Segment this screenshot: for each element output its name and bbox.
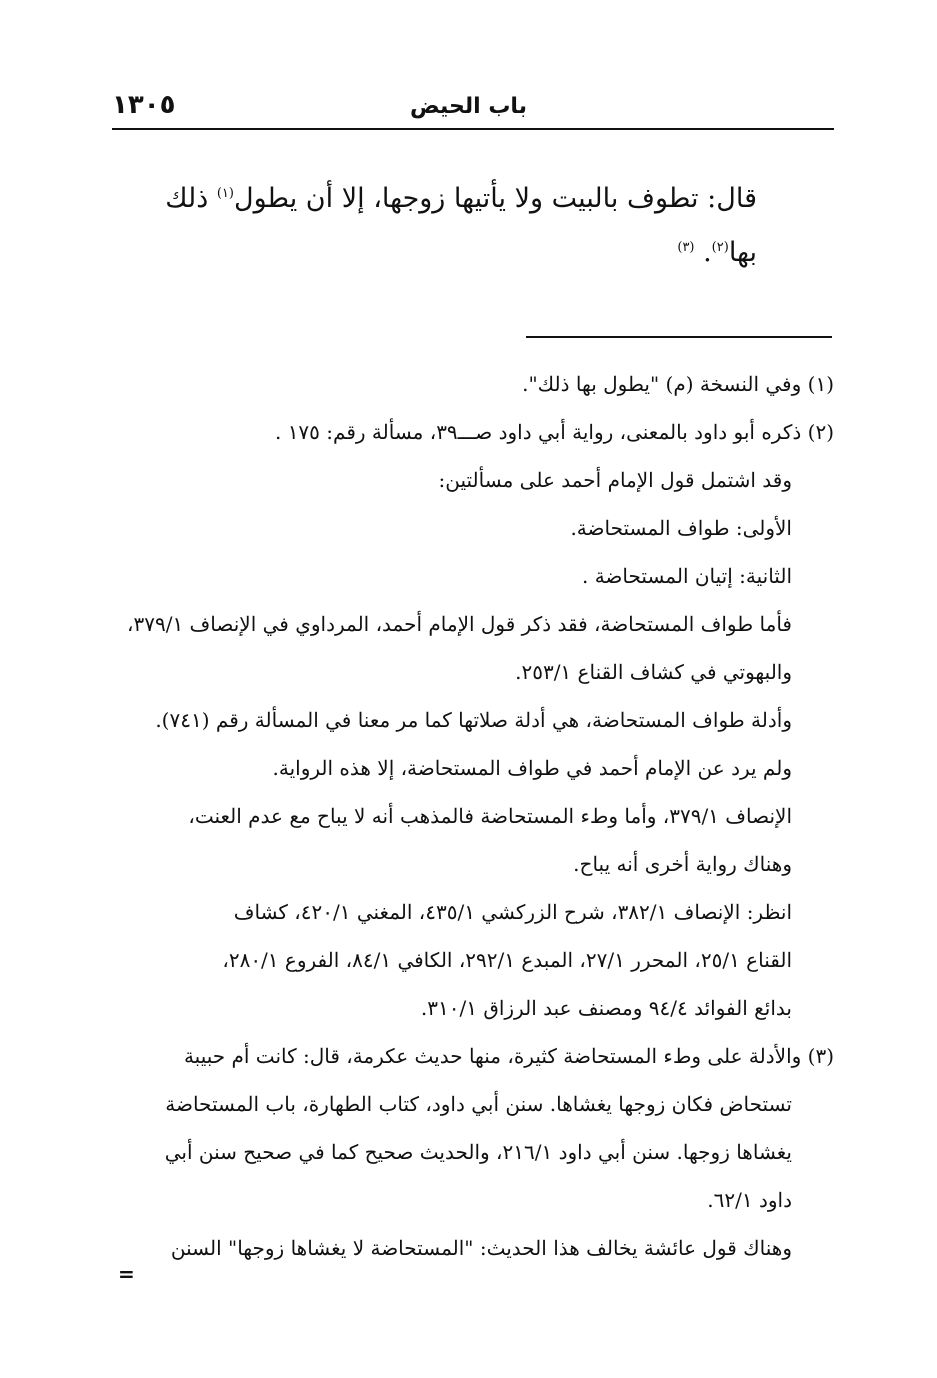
main-line-1 [112, 172, 757, 226]
footnote-2-line: فأما طواف المستحاضة، فقد ذكر قول الإمام أحمد، المرداوي في الإنصاف ٣٧٩/١، [127, 612, 792, 636]
header-rule [112, 128, 834, 130]
footnote-2-line: ولم يرد عن الإمام أحمد في طواف المستحاضة، إلا هذه الرواية. [272, 756, 792, 780]
main-line-1-text: قال: تطوف بالبيت ولا يأتيها زوجها، إلا أن يطول [233, 183, 757, 214]
footnote-ref-2[interactable]: (٢) [711, 240, 729, 255]
continuation-mark: = [118, 1262, 135, 1286]
footnote-separator [526, 336, 832, 338]
footnote-2-line: وقد اشتمل قول الإمام أحمد على مسألتين: [438, 468, 792, 492]
main-line-2: بها$^{(٢)}$. $^{(٣)}$ [677, 237, 757, 268]
footnote-3-line: يغشاها زوجها. سنن أبي داود ٢١٦/١، والحديث صحيح كما في صحيح سنن أبي [164, 1140, 792, 1164]
footnote-1: (١) وفي النسخة (م) "يطول بها ذلك". [522, 372, 834, 396]
footnote-2-line: القناع ٢٥/١، المحرر ٢٧/١، المبدع ٢٩٢/١، الكافي ٨٤/١، الفروع ٢٨٠/١، [222, 948, 792, 972]
footnote-2-line: الأولى: طواف المستحاضة. [570, 516, 792, 540]
footnote-3-line: داود ٦٢/١. [707, 1188, 792, 1212]
footnote-3: (٣) والأدلة على وطء المستحاضة كثيرة، منها حديث عكرمة، قال: كانت أم حبيبة [183, 1044, 834, 1068]
main-line-1-end: ذلك [165, 183, 217, 214]
footnote-2-line: والبهوتي في كشاف القناع ٢٥٣/١. [515, 660, 792, 684]
footnote-2-line: الثانية: إتيان المستحاضة . [581, 564, 792, 588]
footnote-2-line: وأدلة طواف المستحاضة، هي أدلة صلاتها كما مر معنا في المسألة رقم (٧٤١). [155, 708, 792, 732]
main-line-2-text: بها [728, 237, 757, 268]
footnote-ref-3[interactable]: (٣) [677, 240, 695, 255]
footnote-2-line: وهناك رواية أخرى أنه يباح. [573, 852, 792, 876]
main-text [112, 172, 757, 280]
footnote-2-line: انظر: الإنصاف ٣٨٢/١، شرح الزركشي ٤٣٥/١، المغني ٤٢٠/١، كشاف [233, 900, 792, 924]
footnote-3-line: وهناك قول عائشة يخالف هذا الحديث: "المستحاضة لا يغشاها زوجها" السنن [170, 1236, 792, 1260]
page-number: ١٣٠٥ [112, 90, 176, 120]
footnote-2-line: الإنصاف ٣٧٩/١، وأما وطء المستحاضة فالمذهب أنه لا يباح مع عدم العنت، [188, 804, 792, 828]
footnote-2: (٢) ذكره أبو داود بالمعنى، رواية أبي داود صـــ٣٩، مسألة رقم: ١٧٥ . [274, 420, 834, 444]
footnote-2-line: بدائع الفوائد ٩٤/٤ ومصنف عبد الرزاق ٣١٠/١. [420, 996, 792, 1020]
chapter-title: باب الحيض [410, 94, 527, 119]
footnote-ref-1[interactable]: (١) [216, 186, 234, 201]
footnote-3-line: تستحاض فكان زوجها يغشاها. سنن أبي داود، كتاب الطهارة، باب المستحاضة [165, 1092, 792, 1116]
